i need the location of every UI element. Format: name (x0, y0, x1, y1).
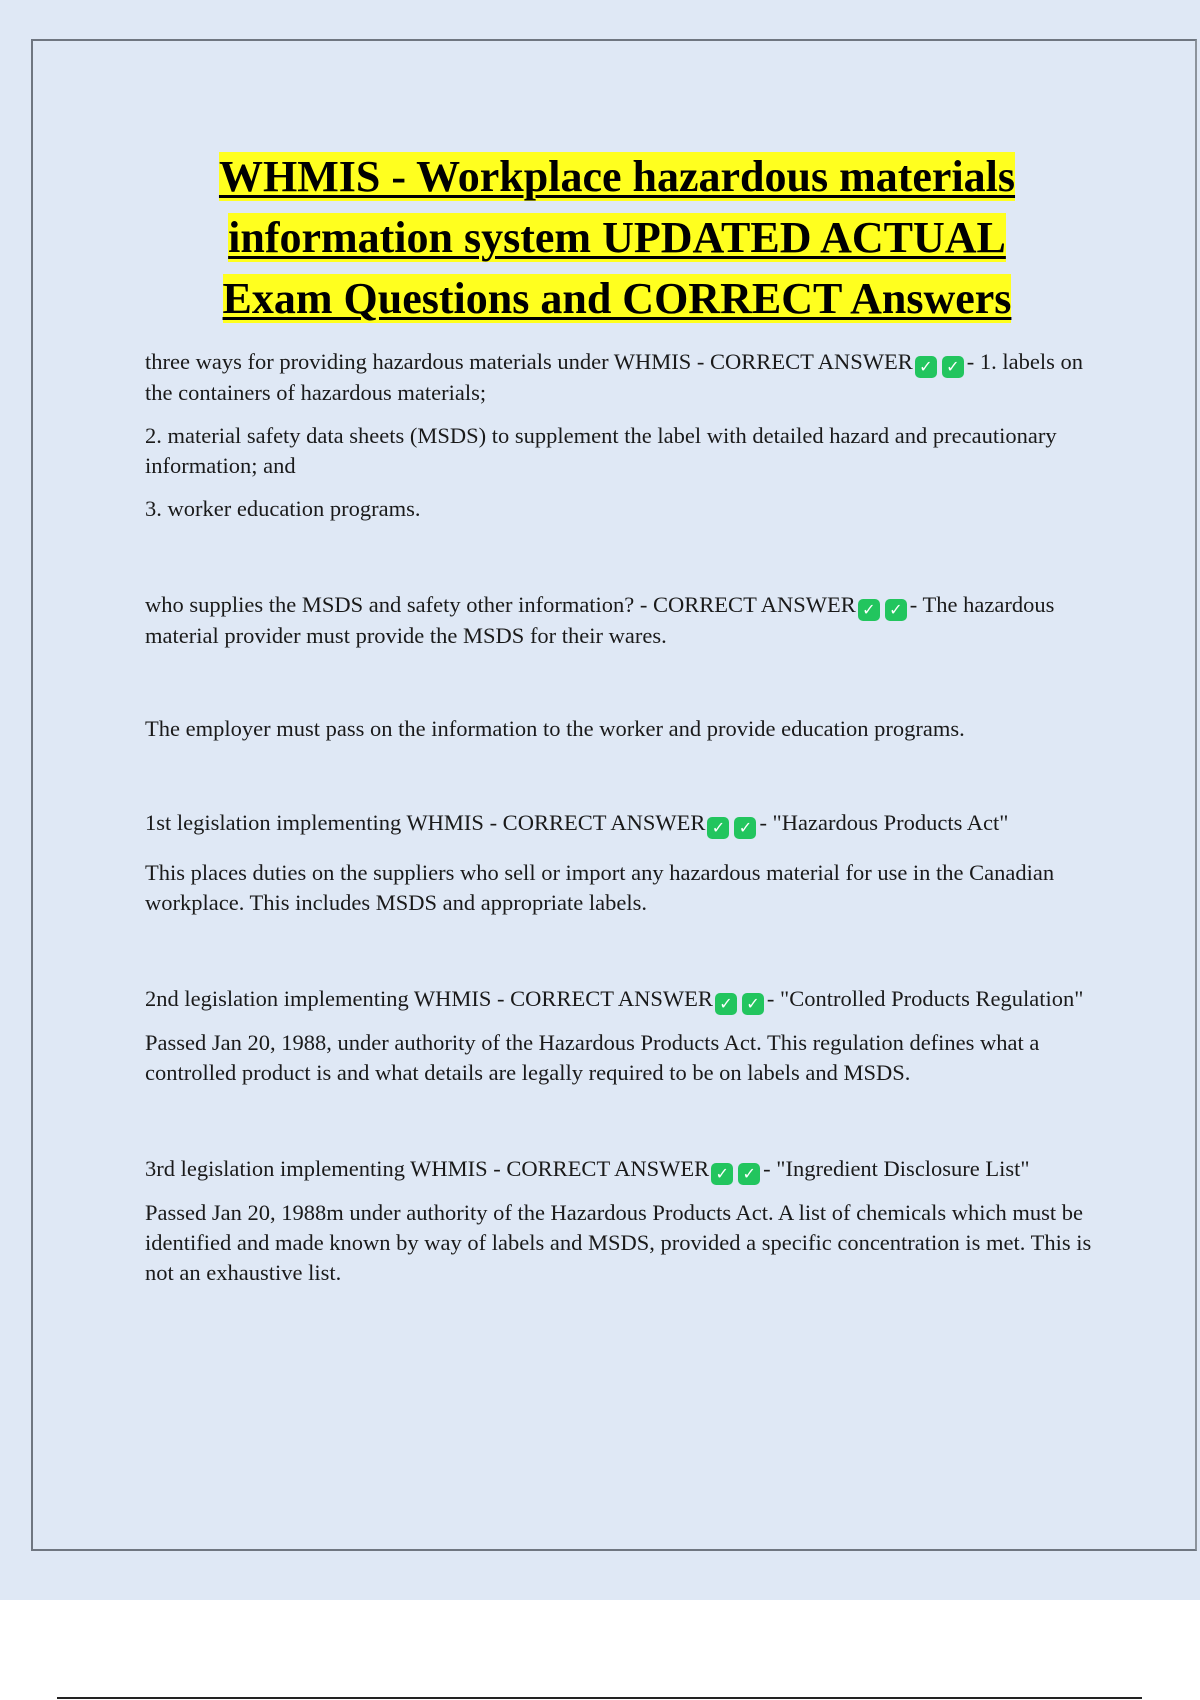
question-text: 2nd legislation implementing WHMIS - CORRECT ANSWER (145, 986, 713, 1011)
qa-question-4 (145, 984, 1095, 1015)
qa-content (145, 347, 1095, 1288)
question-text: three ways for providing hazardous materials under WHMIS - CORRECT ANSWER (145, 349, 913, 374)
qa-question-1 (145, 347, 1095, 408)
check-mark-icon: ✓ (707, 817, 729, 839)
title-line-2: information system UPDATED ACTUAL (228, 213, 1006, 262)
qa-question-2 (145, 590, 1095, 651)
check-mark-icon: ✓ (738, 1163, 760, 1185)
qa-question-3 (145, 808, 1095, 839)
answer-paragraph: Passed Jan 20, 1988, under authority of the Hazardous Products Act. This regulation defines what a controlled product is and what details are legally required to be on labels and MSDS. (145, 1030, 1040, 1085)
footer-divider (57, 1697, 1142, 1699)
answer-text: - "Ingredient Disclosure List" (763, 1156, 1030, 1181)
check-mark-icon: ✓ (915, 356, 937, 378)
answer-paragraph: 3. worker education programs. (145, 496, 421, 521)
answer-paragraph: Passed Jan 20, 1988m under authority of the Hazardous Products Act. A list of chemicals which must be identified and made known by way of labels and MSDS, provided a specific concentration is met. This is not an exhaustive list. (145, 1200, 1092, 1285)
check-mark-icon: ✓ (858, 599, 880, 621)
check-mark-icon: ✓ (942, 356, 964, 378)
check-mark-icon: ✓ (885, 599, 907, 621)
question-text: who supplies the MSDS and safety other information? - CORRECT ANSWER (145, 592, 856, 617)
question-text: 1st legislation implementing WHMIS - CORRECT ANSWER (145, 810, 706, 835)
answer-paragraph: This places duties on the suppliers who sell or import any hazardous material for use in the Canadian workplace. This includes MSDS and appropriate labels. (145, 860, 1055, 915)
check-mark-icon: ✓ (742, 993, 764, 1015)
answer-text: - "Hazardous Products Act" (759, 810, 1009, 835)
title-line-1: WHMIS - Workplace hazardous materials (218, 152, 1016, 201)
answer-text: - 1. labels on the containers of hazardous materials; (145, 349, 1084, 405)
qa-question-5 (145, 1154, 1095, 1185)
check-mark-icon: ✓ (715, 993, 737, 1015)
answer-paragraph: The employer must pass on the information to the worker and provide education programs. (145, 716, 965, 741)
answer-text: - The hazardous material provider must provide the MSDS for their wares. (145, 592, 1055, 648)
answer-text: - "Controlled Products Regulation" (766, 986, 1084, 1011)
title-line-3: Exam Questions and CORRECT Answers (222, 274, 1012, 323)
check-mark-icon: ✓ (711, 1163, 733, 1185)
question-text: 3rd legislation implementing WHMIS - CORRECT ANSWER (145, 1156, 710, 1181)
answer-paragraph: 2. material safety data sheets (MSDS) to supplement the label with detailed hazard and precautionary information; and (145, 423, 1057, 478)
document-title (100, 146, 1134, 329)
check-mark-icon: ✓ (734, 817, 756, 839)
